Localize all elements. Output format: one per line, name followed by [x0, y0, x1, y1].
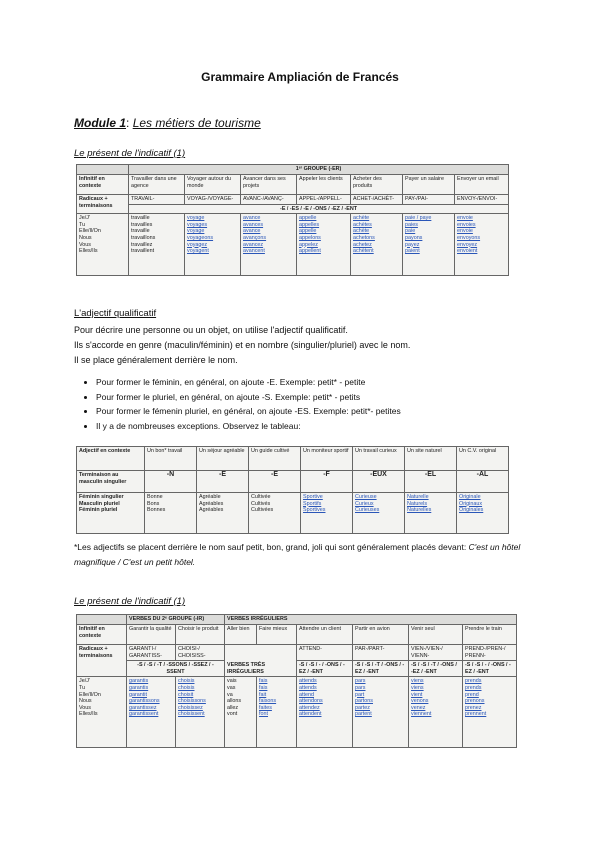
verb-cell: Prendre le train [463, 625, 517, 645]
infinitive-label: Infinitif en contexte [77, 175, 129, 195]
note-text: *Les adjectifs se placent derrière le nom sauf petit, bon, grand, joli qui sont généralement placés devant: [74, 542, 469, 552]
radical-cell: VOYAG-/VOYAGE- [185, 195, 241, 205]
radical-cell: VERBES TRÈS IRRÉGULIERS [225, 645, 297, 677]
context-cell: Un séjour agréable [197, 447, 249, 471]
radical-cell: PREND-/PREN-/ PRENN- [463, 645, 517, 661]
list-item: • Il y a de nombreuses exceptions. Observez le tableau: [96, 419, 556, 434]
endings-cell: -S / -S / -T / -ONS / -EZ / -ENT [409, 661, 463, 677]
ending-cell: -N [145, 471, 197, 493]
radical-cell: ATTEND- [297, 645, 353, 661]
adjective-table [76, 446, 509, 534]
conjugation-column: fais fais fait faisons faites font [257, 677, 297, 748]
verb-cell: Aller bien [225, 625, 257, 645]
note-example: C'est un hôtel magnifique / C'est un petit hôtel. [74, 542, 521, 567]
forms-cell: Bonne Bons Bonnes [145, 493, 197, 534]
endings-row: -E / -ES / -E / -ONS / -EZ / -ENT [129, 204, 509, 214]
ending-cell: -EL [405, 471, 457, 493]
conjugation-column: voyage voyages voyage voyageons voyagez voyagent [185, 214, 241, 276]
module-subtitle: Les métiers de tourisme [132, 116, 261, 130]
conjugation-column: attends attends attend attendons attendez attendent [297, 677, 353, 748]
radical-cell: CHOISI-/ CHOISISS- [176, 645, 225, 661]
conjugation-column: vais vas va allons allez vont [225, 677, 257, 748]
conjugation-column: travaille travailles travaille travaillons travaillez travaillent [129, 214, 185, 276]
verb-cell: Travailler dans une agence [129, 175, 185, 195]
irregular-header: VERBES IRRÉGULIERS [225, 615, 517, 625]
adjective-intro-1: Pour décrire une personne ou un objet, on utilise l'adjectif qualificatif. [74, 325, 348, 335]
verb-cell: Faire mieux [257, 625, 297, 645]
verb-cell: Venir seul [409, 625, 463, 645]
adjective-intro-3: Il se place généralement derrière le nom. [74, 355, 238, 365]
infinitive-label: Infinitif en contexte [77, 625, 127, 645]
radical-cell: ACHET-/ACHÈT- [351, 195, 403, 205]
verb-cell: Payer un salaire [403, 175, 455, 195]
list-item: • Pour former le pluriel, en général, on ajoute -S. Exemple: petit* - petits [96, 390, 556, 405]
conjugation-column: choisis choisis choisit choisissons choisissez choisissent [176, 677, 225, 748]
conjugation-column: paie / paye paies paie payons payez paient [403, 214, 455, 276]
ending-label: Terminaison au masculin singulier [77, 471, 145, 493]
verb-table-second-group-irregular [76, 614, 517, 748]
ending-cell: -É [249, 471, 301, 493]
forms-cell: Agréable Agréables Agréables [197, 493, 249, 534]
forms-cell: Naturelle Naturels Naturelles [405, 493, 457, 534]
radical-cell: TRAVAIL- [129, 195, 185, 205]
endings-cell: -S / -S / - / -ONS / -EZ / -ENT [297, 661, 353, 677]
conjugation-column: envoie envoies envoie envoyons envoyez envoient [455, 214, 509, 276]
conjugation-column: achète achètes achète achetons achetez achètent [351, 214, 403, 276]
radical-cell: PAY-/PAI- [403, 195, 455, 205]
endings-cell: -S / -S / -T / -SSONS / -SSEZ / -SSENT [127, 661, 225, 677]
forms-cell: Curieuse Curieux Curieuses [353, 493, 405, 534]
adjective-context-label: Adjectif en contexte [77, 447, 145, 471]
radical-label: Radicaux + terminaisons [77, 195, 129, 214]
ending-cell: -EUX [353, 471, 405, 493]
list-item: • Pour former le féminin, en général, on ajoute -E. Exemple: petit* - petite [96, 375, 556, 390]
radical-label: Radicaux + terminaisons [77, 645, 127, 677]
radical-cell: VIEN-/VIEN-/ VIENN- [409, 645, 463, 661]
adjective-rules-list [74, 375, 556, 433]
conjugation-column: avance avances avance avançons avancez avancent [241, 214, 297, 276]
verb-cell: Partir en avion [353, 625, 409, 645]
context-cell: Un bon* travail [145, 447, 197, 471]
verb-cell: Appeler les clients [297, 175, 351, 195]
section-title-present-1: Le présent de l'indicatif (1) [74, 148, 186, 159]
ending-cell: -AL [457, 471, 509, 493]
conjugation-column: garantis garantis garantit garantissons garantissez garantissent [127, 677, 176, 748]
conjugation-column: appelle appelles appelle appelons appelez appellent [297, 214, 351, 276]
conjugation-column: viens viens vient venons venez viennent [409, 677, 463, 748]
forms-cell: Originale Originaux Originales [457, 493, 509, 534]
endings-cell: -S / -S / - / -ONS / -EZ / -ENT [463, 661, 517, 677]
pronoun-column: Je/J' Tu Elle/Il/On Nous Vous Elles/Ils [77, 214, 129, 276]
pronoun-column: Je/J' Tu Elle/Il/On Nous Vous Elles/Ils [77, 677, 127, 748]
verb-cell: Choisir le produit [176, 625, 225, 645]
module-separator: : [126, 116, 133, 130]
adjective-intro-2: Ils s'accorde en genre (maculin/féminin) et en nombre (singulier/pluriel) avec le nom. [74, 340, 411, 350]
conjugation-column: pars pars part partons partez partent [353, 677, 409, 748]
section-title-present-2: Le présent de l'indicatif (1) [74, 596, 186, 607]
context-cell: Un moniteur sportif [301, 447, 353, 471]
ending-cell: -E [197, 471, 249, 493]
section-title-adjective: L'adjectif qualificatif [74, 308, 157, 319]
verb-cell: Envoyer un email [455, 175, 509, 195]
radical-cell: AVANC-/AVANÇ- [241, 195, 297, 205]
conjugation-column: prends prends prend prenons prenez prennent [463, 677, 517, 748]
verb-cell: Avancer dans ses projets [241, 175, 297, 195]
radical-cell: GARANTI-/ GARANTISS- [127, 645, 176, 661]
context-cell: Un C.V. original [457, 447, 509, 471]
radical-cell: PAR-/PART- [353, 645, 409, 661]
verb-table-first-group [76, 164, 509, 276]
context-cell: Un site naturel [405, 447, 457, 471]
verb-cell: Acheter des produits [351, 175, 403, 195]
endings-cell: -S / -S / -T / -ONS / -EZ / -ENT [353, 661, 409, 677]
adjective-note [74, 540, 534, 570]
radical-cell: APPEL-/APPELL- [297, 195, 351, 205]
radical-cell: ENVOY-/ENVOI- [455, 195, 509, 205]
document-title: Grammaire Ampliación de Francés [201, 70, 399, 84]
verb-cell: Attendre un client [297, 625, 353, 645]
forms-cell: Cultivée Cultivés Cultivées [249, 493, 301, 534]
list-item: • Pour former le fémenin pluriel, en général, on ajoute -ES. Exemple: petit*- petites [96, 404, 556, 419]
verb-cell: Garantir la qualité [127, 625, 176, 645]
context-cell: Un guide cultivé [249, 447, 301, 471]
forms-cell: Sportive Sportifs Sportives [301, 493, 353, 534]
ending-cell: -F [301, 471, 353, 493]
module-heading [74, 116, 261, 130]
verb-cell: Voyager autour du monde [185, 175, 241, 195]
forms-label: Féminin singulier Masculin pluriel Féminin pluriel [77, 493, 145, 534]
context-cell: Un travail curieux [353, 447, 405, 471]
group2-header: VERBES DU 2ᵉ GROUPE (-IR) [127, 615, 225, 625]
group-header: 1ᵉʳ GROUPE (-ER) [129, 165, 509, 175]
module-label: Module 1 [74, 116, 127, 130]
